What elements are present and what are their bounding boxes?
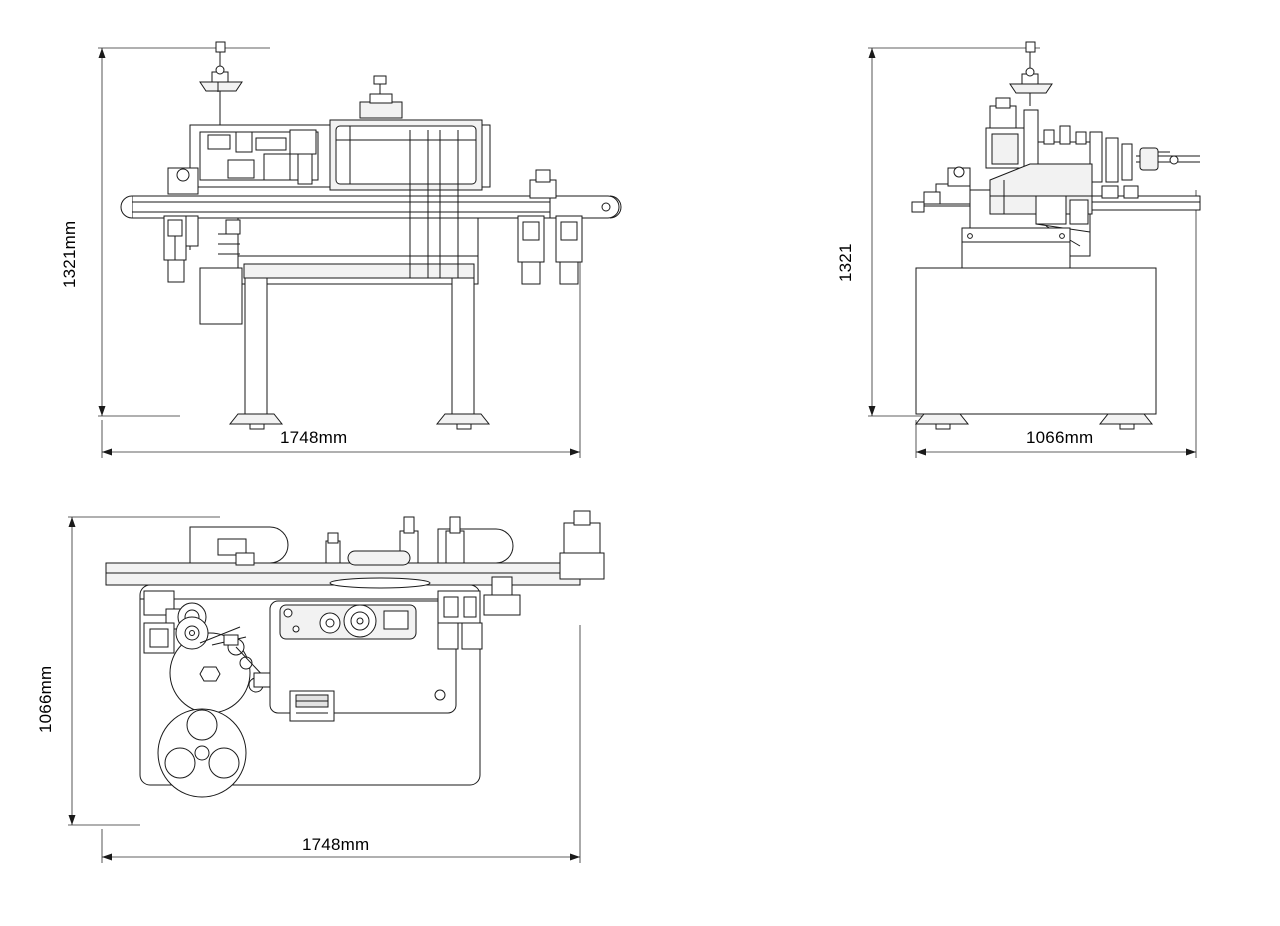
top-view-height-dimension: 1066mm — [36, 665, 55, 733]
side-view-height-dimension: 1321 — [836, 243, 855, 282]
front-view-width-dimension: 1748mm — [280, 428, 348, 447]
top-view-width-dimension: 1748mm — [302, 835, 370, 854]
side-view-width-dimension: 1066mm — [1026, 428, 1094, 447]
side-view-graphic — [840, 20, 1240, 480]
top-plan-view — [36, 495, 660, 895]
front-view-graphic — [40, 20, 640, 480]
front-view-height-dimension: 1321mm — [60, 220, 79, 288]
side-elevation-view — [836, 20, 1240, 480]
front-elevation-view — [40, 20, 640, 480]
